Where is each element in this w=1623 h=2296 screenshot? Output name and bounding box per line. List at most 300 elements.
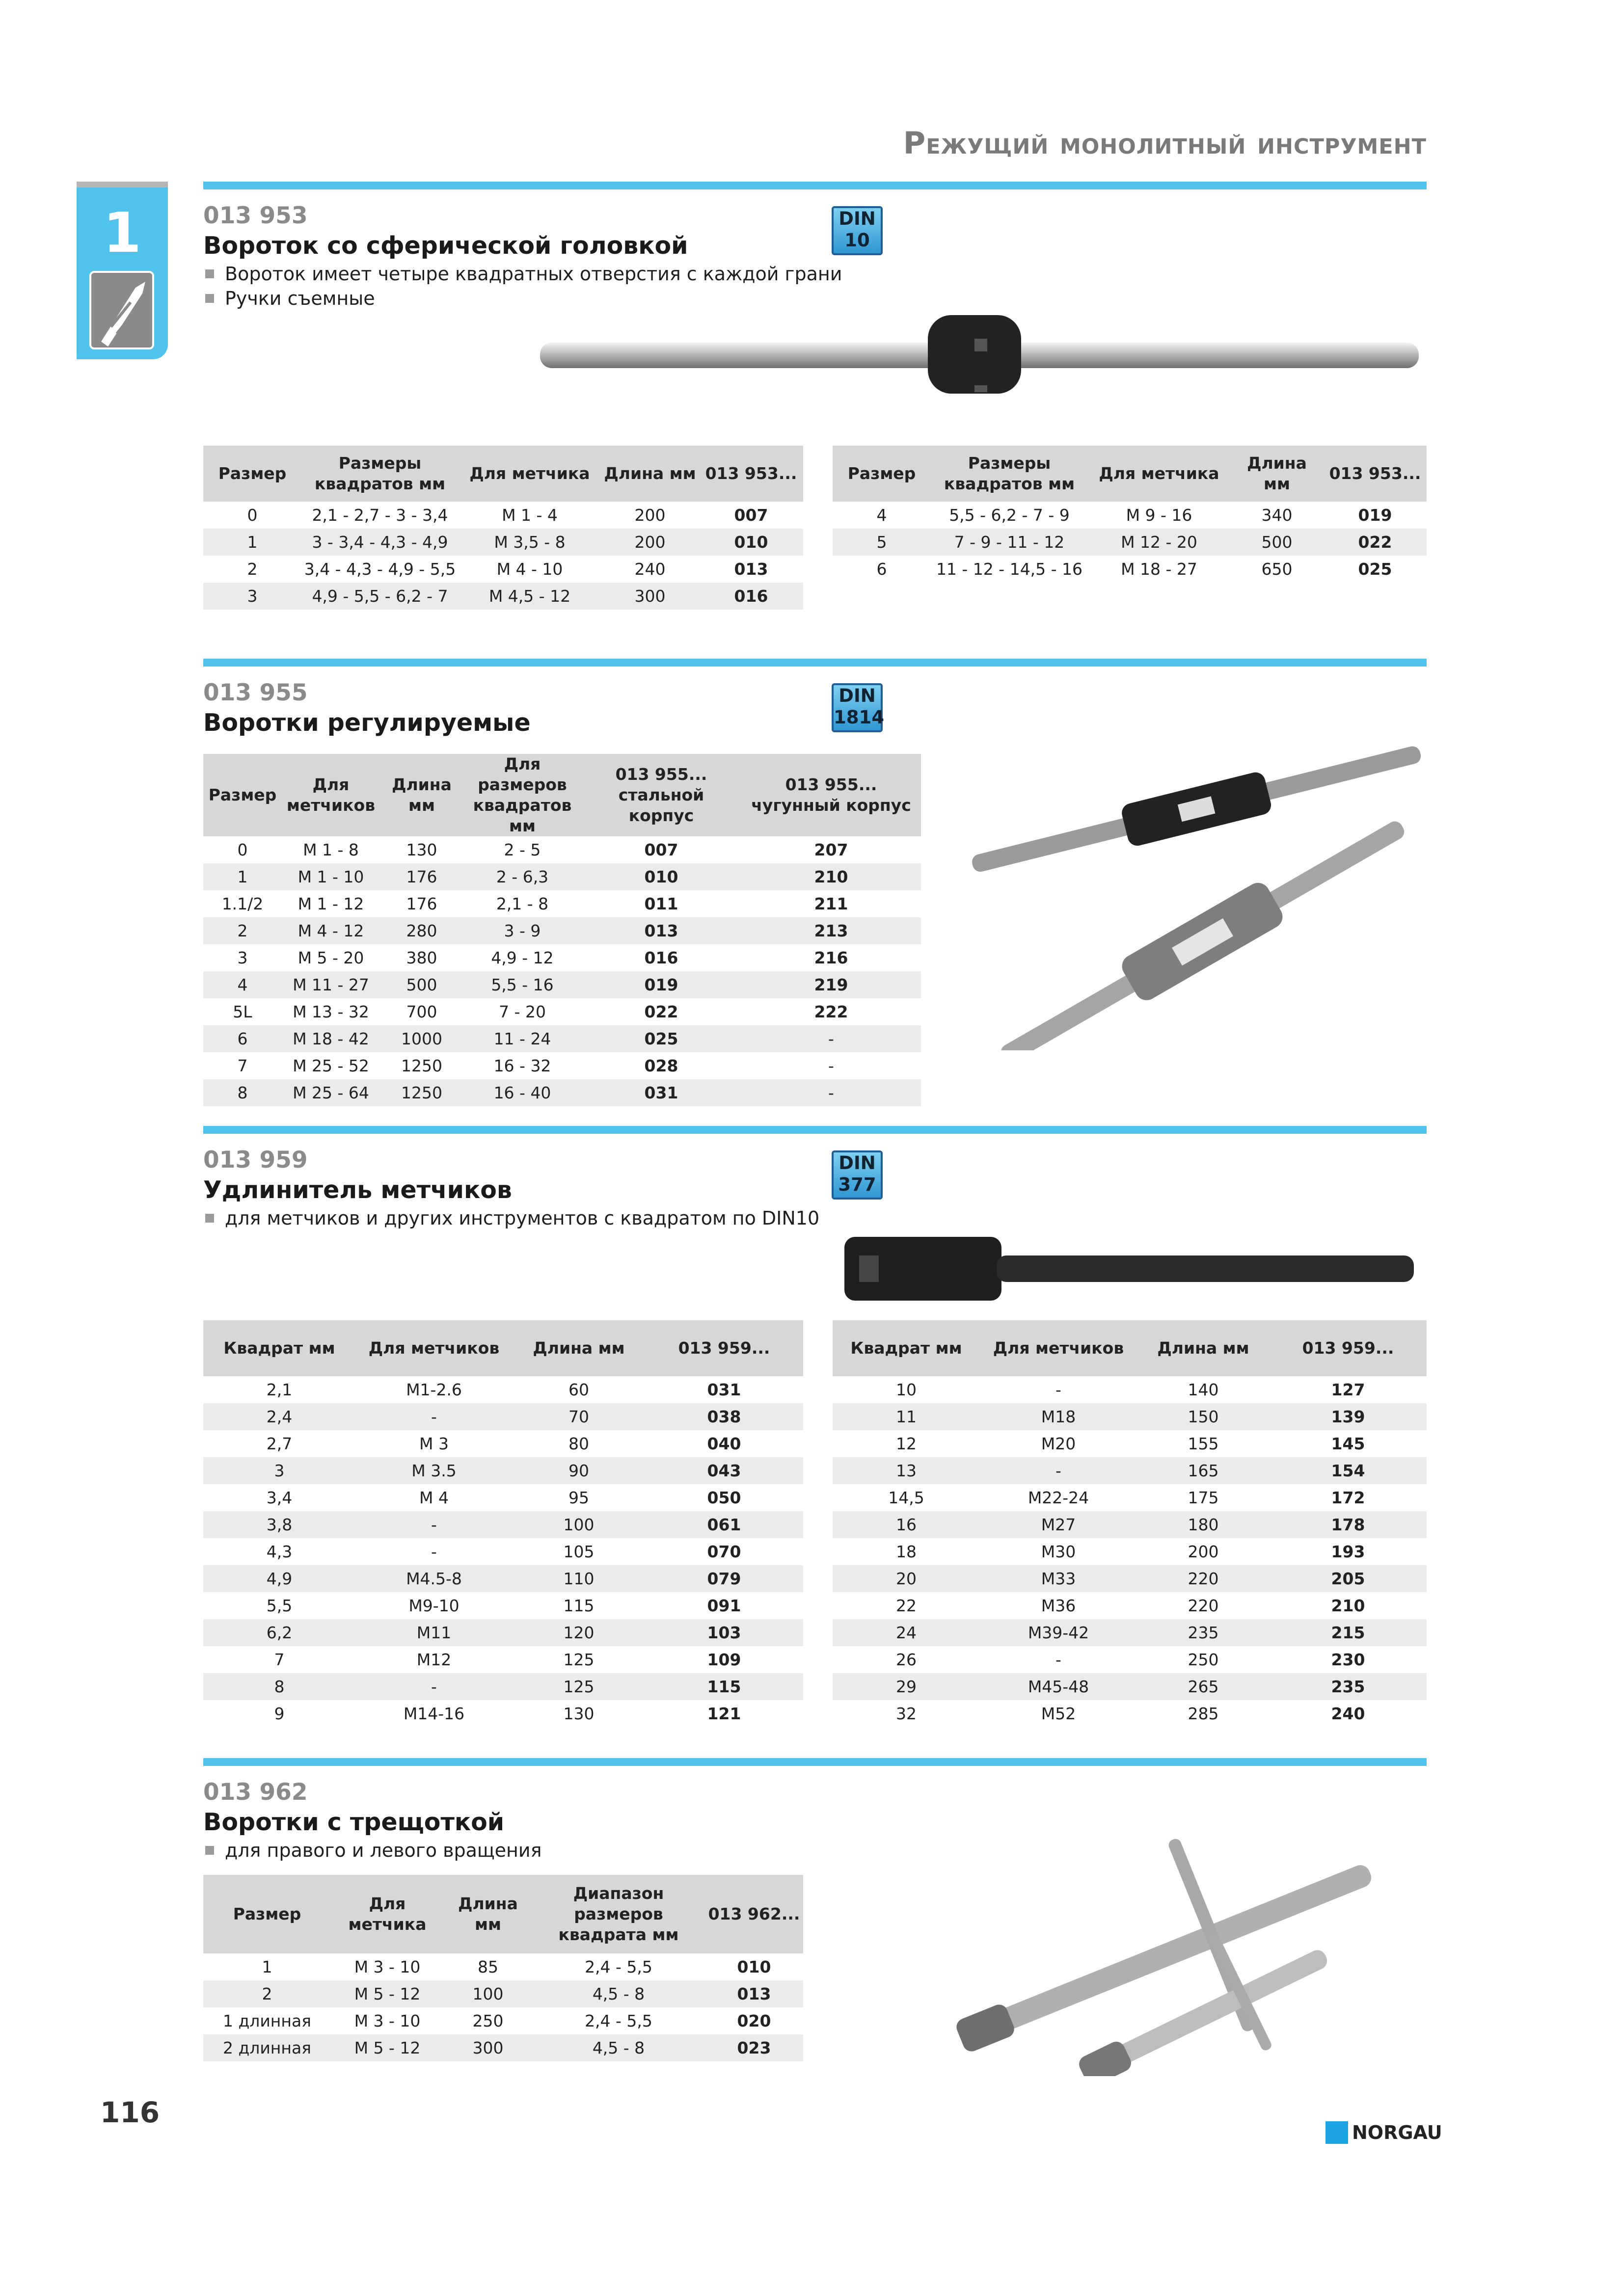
article-code: 178 (1270, 1511, 1427, 1538)
table-cell: 250 (472, 2011, 504, 2030)
column-header: Размеры квадратов мм (931, 446, 1088, 502)
table-cell: 265 (1137, 1673, 1270, 1700)
table-cell: 32 (896, 1704, 917, 1723)
table-cell: 2,1 - 8 (496, 894, 549, 913)
table-row (833, 1511, 1427, 1538)
table-cell: - (980, 1457, 1137, 1484)
table-cell: 4,9 - 12 (491, 948, 554, 967)
section3-sku: 013 959 (203, 1147, 308, 1174)
column-header: Для метчиков (980, 1320, 1137, 1376)
table-cell: 280 (380, 917, 463, 944)
table-row (833, 1484, 1427, 1511)
table-cell: 130 (563, 1704, 595, 1723)
column-header: 013 959... (1270, 1320, 1427, 1376)
article-code: 115 (645, 1673, 803, 1700)
article-code: 010 (581, 863, 741, 890)
table-cell: 2,7 (266, 1434, 293, 1453)
table-cell: 650 (1261, 560, 1293, 579)
table-cell: 3 (203, 1457, 355, 1484)
table-cell: - (828, 1056, 834, 1075)
section3-table-right (833, 1320, 1427, 1727)
table-cell: M33 (980, 1565, 1137, 1592)
table-cell: 3,4 (266, 1488, 293, 1507)
table-cell: - (1055, 1380, 1061, 1399)
column-header: Для метчика (1088, 446, 1230, 502)
article-code: 013 (734, 560, 768, 579)
table-cell: 100 (513, 1511, 645, 1538)
table-cell: M 1 - 8 (303, 840, 359, 859)
din-number: 1814 (834, 707, 884, 728)
table-cell: - (741, 1079, 921, 1106)
section2-sku: 013 955 (203, 679, 308, 706)
column-header: Диапазон размеров квадрата мм (532, 1875, 705, 1953)
table-cell: 11 - 24 (463, 1025, 581, 1052)
table-cell: 125 (513, 1673, 645, 1700)
table-cell: 60 (568, 1380, 589, 1399)
table-cell: 0 (237, 840, 248, 859)
table-cell: M 25 - 64 (282, 1079, 380, 1106)
table-cell: 285 (1188, 1704, 1219, 1723)
article-code: 222 (814, 1002, 848, 1021)
article-code: 043 (645, 1457, 803, 1484)
table-row (203, 1079, 921, 1106)
column-header: 013 953... (699, 446, 803, 502)
article-code: 145 (1331, 1434, 1365, 1453)
section-rule (203, 1126, 1427, 1134)
table-cell: 5,5 - 6,2 - 7 - 9 (949, 506, 1070, 525)
table-cell: 11 - 12 - 14,5 - 16 (936, 560, 1083, 579)
table-cell: 3 (203, 583, 301, 610)
table-row (833, 529, 1427, 556)
article-code: 023 (705, 2034, 803, 2061)
section-rule (203, 659, 1427, 667)
column-header: Для метчика (331, 1875, 444, 1953)
brand-logo (1325, 2121, 1442, 2144)
table-cell: 14,5 (888, 1488, 924, 1507)
drill-icon (89, 271, 154, 349)
table-cell: 95 (568, 1488, 589, 1507)
article-code: 038 (645, 1403, 803, 1430)
article-code: 016 (699, 583, 803, 610)
article-code: 121 (707, 1704, 741, 1723)
table-cell: M45-48 (980, 1673, 1137, 1700)
table-cell: 2 - 5 (504, 840, 541, 859)
table-cell: 4,9 - 5,5 - 6,2 - 7 (301, 583, 459, 610)
column-header: Длина мм (513, 1320, 645, 1376)
table-cell: 175 (1188, 1488, 1219, 1507)
table-row (203, 1376, 803, 1403)
table-cell: 340 (1261, 506, 1293, 525)
column-header: Для метчиков (355, 1320, 513, 1376)
table-row (203, 863, 921, 890)
column-header: Размер (203, 1875, 331, 1953)
table-row (203, 1457, 803, 1484)
article-code: 061 (645, 1511, 803, 1538)
section1-table-left (203, 446, 803, 610)
table-cell: 4 (876, 506, 887, 525)
article-code: 040 (707, 1434, 741, 1453)
column-header: Размер (203, 446, 301, 502)
table-cell: 4,3 (266, 1542, 293, 1561)
table-cell: 24 (833, 1619, 980, 1646)
table-row (203, 944, 921, 971)
table-cell: 500 (380, 971, 463, 998)
article-code: 050 (707, 1488, 741, 1507)
table-cell: 125 (563, 1650, 595, 1669)
table-cell: 1000 (380, 1025, 463, 1052)
table-cell: 176 (406, 894, 437, 913)
page-number: 116 (100, 2096, 160, 2129)
table-row (203, 1700, 803, 1727)
article-code: 016 (644, 948, 678, 967)
table-row (203, 1646, 803, 1673)
article-code: 020 (737, 2011, 771, 2030)
article-code: 022 (1324, 529, 1427, 556)
din-number: 10 (844, 230, 870, 251)
table-cell: 2 - 6,3 (463, 863, 581, 890)
table-row (203, 1592, 803, 1619)
table-cell: 1 (262, 1957, 272, 1976)
table-row (203, 583, 803, 610)
table-cell: 11 (833, 1403, 980, 1430)
section2-table (203, 754, 921, 1106)
table-cell: 18 (896, 1542, 917, 1561)
article-code: 205 (1270, 1565, 1427, 1592)
table-row (833, 502, 1427, 529)
column-header: Для метчика (459, 446, 601, 502)
table-cell: 16 (833, 1511, 980, 1538)
table-cell: M 1 - 4 (502, 506, 558, 525)
table-cell: 155 (1188, 1434, 1219, 1453)
column-header: Длина мм (1137, 1320, 1270, 1376)
article-code: 010 (699, 529, 803, 556)
table-cell: 200 (601, 529, 699, 556)
tap-extension-image (839, 1227, 1429, 1312)
table-row (203, 2034, 803, 2061)
table-cell: M1-2.6 (406, 1380, 462, 1399)
table-cell: 235 (1137, 1619, 1270, 1646)
table-row (833, 1646, 1427, 1673)
table-cell: 1250 (380, 1079, 463, 1106)
article-code: 219 (741, 971, 921, 998)
table-cell: - (431, 1542, 437, 1561)
tap-wrench-sphere-image (540, 304, 1424, 404)
table-cell: 176 (380, 863, 463, 890)
table-cell: 4,5 - 8 (532, 1980, 705, 2007)
table-cell: M39-42 (980, 1619, 1137, 1646)
table-cell: 70 (513, 1403, 645, 1430)
din-badge (832, 206, 883, 255)
table-cell: 20 (833, 1565, 980, 1592)
section4-title: Воротки с трещоткой (203, 1808, 505, 1836)
brand-square-icon (1325, 2121, 1348, 2144)
table-row (203, 1565, 803, 1592)
article-code: 139 (1270, 1403, 1427, 1430)
section-rule (203, 182, 1427, 189)
article-code: 216 (814, 948, 848, 967)
table-row (203, 1538, 803, 1565)
table-row (833, 1565, 1427, 1592)
table-row (833, 1592, 1427, 1619)
table-cell: M 4 - 10 (496, 560, 563, 579)
table-row (833, 1457, 1427, 1484)
table-cell: M20 (1041, 1434, 1076, 1453)
table-cell: 8 (203, 1673, 355, 1700)
article-code: 207 (814, 840, 848, 859)
table-cell: 220 (1188, 1596, 1219, 1615)
table-cell: 7 - 20 (499, 1002, 546, 1021)
table-cell: 380 (406, 948, 437, 967)
table-cell: 7 - 9 - 11 - 12 (931, 529, 1088, 556)
table-cell: M 25 - 52 (293, 1056, 369, 1075)
adjustable-tap-wrench-image (957, 736, 1438, 1052)
table-cell: 300 (444, 2034, 532, 2061)
table-cell: 120 (513, 1619, 645, 1646)
column-header: Квадрат мм (833, 1320, 980, 1376)
table-cell: 7 (237, 1056, 248, 1075)
table-row (203, 998, 921, 1025)
table-cell: 10 (896, 1380, 917, 1399)
column-header: Для размеров квадратов мм (463, 754, 581, 836)
table-cell: - (355, 1403, 513, 1430)
table-cell: M12 (416, 1650, 452, 1669)
article-code: 031 (707, 1380, 741, 1399)
table-cell: 200 (634, 506, 666, 525)
din-badge (832, 683, 883, 732)
table-cell: 16 - 40 (463, 1079, 581, 1106)
article-code: 172 (1331, 1488, 1365, 1507)
article-code: 010 (737, 1957, 771, 1976)
table-cell: 5L (233, 1002, 252, 1021)
table-row (203, 1052, 921, 1079)
article-code: 210 (741, 863, 921, 890)
table-cell: 2 (247, 560, 258, 579)
article-code: 013 (581, 917, 741, 944)
table-cell: M 3 - 10 (354, 1957, 421, 1976)
table-cell: 1 (203, 529, 301, 556)
table-row (833, 1376, 1427, 1403)
table-cell: 4,9 (203, 1565, 355, 1592)
table-cell: 180 (1137, 1511, 1270, 1538)
table-cell: 2 (203, 917, 282, 944)
table-cell: 2,4 (203, 1403, 355, 1430)
column-header: 013 955... чугунный корпус (741, 754, 921, 836)
article-code: 213 (741, 917, 921, 944)
table-row (833, 1430, 1427, 1457)
table-cell: 3 - 9 (463, 917, 581, 944)
table-cell: 110 (513, 1565, 645, 1592)
article-code: 025 (581, 1025, 741, 1052)
table-cell: M 13 - 32 (293, 1002, 369, 1021)
table-cell: M 12 - 20 (1088, 529, 1230, 556)
table-row (203, 1511, 803, 1538)
table-cell: 1.1/2 (221, 894, 264, 913)
column-header: 013 959... (645, 1320, 803, 1376)
table-cell: 165 (1137, 1457, 1270, 1484)
table-row (203, 1025, 921, 1052)
section1-bullet-2: Ручки съемные (205, 288, 375, 309)
table-cell: M 5 - 12 (331, 2034, 444, 2061)
section2-title: Воротки регулируемые (203, 709, 531, 737)
table-cell: 150 (1137, 1403, 1270, 1430)
table-cell: M22-24 (1028, 1488, 1089, 1507)
ratchet-tap-wrench-image (933, 1801, 1424, 2078)
article-code: 028 (644, 1056, 678, 1075)
article-code: 211 (814, 894, 848, 913)
table-row (203, 556, 803, 583)
column-header: 013 955... стальной корпус (581, 754, 741, 836)
section4-bullet-1: для правого и левого вращения (205, 1840, 541, 1861)
table-cell: 5 (833, 529, 931, 556)
table-cell: 300 (601, 583, 699, 610)
section1-title: Вороток со сферической головкой (203, 232, 688, 260)
article-code: 013 (705, 1980, 803, 2007)
table-row (203, 1619, 803, 1646)
table-cell: 1 (203, 863, 282, 890)
table-cell: 2,4 - 5,5 (585, 2011, 652, 2030)
table-cell: M9-10 (408, 1596, 460, 1615)
table-row (833, 1403, 1427, 1430)
table-row (203, 1430, 803, 1457)
table-row (203, 971, 921, 998)
table-cell: M 18 - 42 (282, 1025, 380, 1052)
column-header: 013 953... (1324, 446, 1427, 502)
table-cell: M52 (1041, 1704, 1076, 1723)
article-code: 109 (707, 1650, 741, 1669)
table-cell: 700 (406, 1002, 437, 1021)
table-cell: 130 (406, 840, 437, 859)
table-cell: 115 (563, 1596, 595, 1615)
article-code: 091 (707, 1596, 741, 1615)
article-code: 154 (1270, 1457, 1427, 1484)
article-code: 070 (707, 1542, 741, 1561)
table-cell: M 5 - 20 (298, 948, 364, 967)
table-row (203, 1673, 803, 1700)
table-cell: M 1 - 10 (282, 863, 380, 890)
table-row (833, 1700, 1427, 1727)
column-header: Длина мм (444, 1875, 532, 1953)
table-cell: M30 (1041, 1542, 1076, 1561)
section3-table-left (203, 1320, 803, 1727)
article-code: 127 (1331, 1380, 1365, 1399)
table-cell: 2,4 - 5,5 (585, 1957, 652, 1976)
article-code: 079 (645, 1565, 803, 1592)
chapter-number: 1 (103, 201, 141, 265)
section1-bullet-1: Вороток имеет четыре квадратных отверстия с каждой грани (205, 263, 842, 285)
table-row (203, 2007, 803, 2034)
table-cell: 4 (203, 971, 282, 998)
table-cell: 16 - 32 (493, 1056, 551, 1075)
article-code: 019 (581, 971, 741, 998)
table-cell: 220 (1137, 1565, 1270, 1592)
table-cell: 500 (1230, 529, 1324, 556)
article-code: 215 (1270, 1619, 1427, 1646)
table-cell: 85 (478, 1957, 498, 1976)
table-cell: M14-16 (403, 1704, 465, 1723)
table-row (203, 1953, 803, 1980)
table-row (203, 1484, 803, 1511)
table-cell: 7 (274, 1650, 285, 1669)
article-code: 103 (645, 1619, 803, 1646)
table-cell: 22 (896, 1596, 917, 1615)
table-cell: 2 (203, 1980, 331, 2007)
table-row (203, 836, 921, 863)
table-row (833, 1619, 1427, 1646)
table-cell: M4.5-8 (355, 1565, 513, 1592)
article-code: 011 (644, 894, 678, 913)
table-cell: 3 (237, 948, 248, 967)
page-header-title: Режущий монолитный инструмент (903, 125, 1427, 161)
table-cell: 200 (1188, 1542, 1219, 1561)
column-header: Длина мм (1230, 446, 1324, 502)
column-header: 013 962... (705, 1875, 803, 1953)
table-cell: 8 (203, 1079, 282, 1106)
section1-sku: 013 953 (203, 202, 308, 229)
table-cell: 5,5 (266, 1596, 293, 1615)
table-cell: 0 (247, 506, 258, 525)
table-cell: 2,1 (266, 1380, 293, 1399)
table-cell: M 4 - 12 (282, 917, 380, 944)
table-cell: 240 (634, 560, 666, 579)
din-number: 377 (838, 1174, 876, 1195)
table-row (203, 529, 803, 556)
table-cell: M 3,5 - 8 (459, 529, 601, 556)
table-cell: M18 (980, 1403, 1137, 1430)
table-cell: M 3 (419, 1434, 449, 1453)
table-row (203, 1980, 803, 2007)
table-row (203, 1403, 803, 1430)
table-row (203, 917, 921, 944)
table-cell: 2 длинная (203, 2034, 331, 2061)
table-cell: M27 (980, 1511, 1137, 1538)
article-code: 031 (581, 1079, 741, 1106)
article-code: 210 (1331, 1596, 1365, 1615)
din-label: DIN (839, 1152, 876, 1174)
column-header: Размер (833, 446, 931, 502)
section1-table-right (833, 446, 1427, 583)
table-cell: M 11 - 27 (282, 971, 380, 998)
table-cell: M 4 (419, 1488, 449, 1507)
article-code: 240 (1331, 1704, 1365, 1723)
section3-title: Удлинитель метчиков (203, 1176, 512, 1204)
section4-sku: 013 962 (203, 1779, 308, 1806)
column-header: Размер (203, 754, 282, 836)
table-cell: 3,8 (203, 1511, 355, 1538)
article-code: 007 (644, 840, 678, 859)
table-cell: 13 (833, 1457, 980, 1484)
table-cell: M 9 - 16 (1126, 506, 1192, 525)
table-cell: M 18 - 27 (1121, 560, 1197, 579)
table-cell: - (355, 1673, 513, 1700)
table-cell: 26 (896, 1650, 917, 1669)
table-row (833, 1673, 1427, 1700)
table-cell: 105 (563, 1542, 595, 1561)
section4-table (203, 1875, 803, 2061)
table-cell: 6 (203, 1025, 282, 1052)
table-row (833, 556, 1427, 583)
chapter-tab (77, 182, 168, 359)
table-cell: 5,5 - 16 (463, 971, 581, 998)
table-cell: 4,5 - 8 (532, 2034, 705, 2061)
table-cell: M11 (355, 1619, 513, 1646)
brand-name: NORGAU (1352, 2122, 1442, 2143)
table-cell: 100 (444, 1980, 532, 2007)
section3-bullet-1: для метчиков и других инструментов с квадратом по DIN10 (205, 1207, 819, 1229)
column-header: Длина мм (601, 446, 699, 502)
table-cell: 1 длинная (222, 2011, 312, 2030)
table-cell: M 3 - 10 (354, 2011, 421, 2030)
column-header: Для метчиков (282, 754, 380, 836)
